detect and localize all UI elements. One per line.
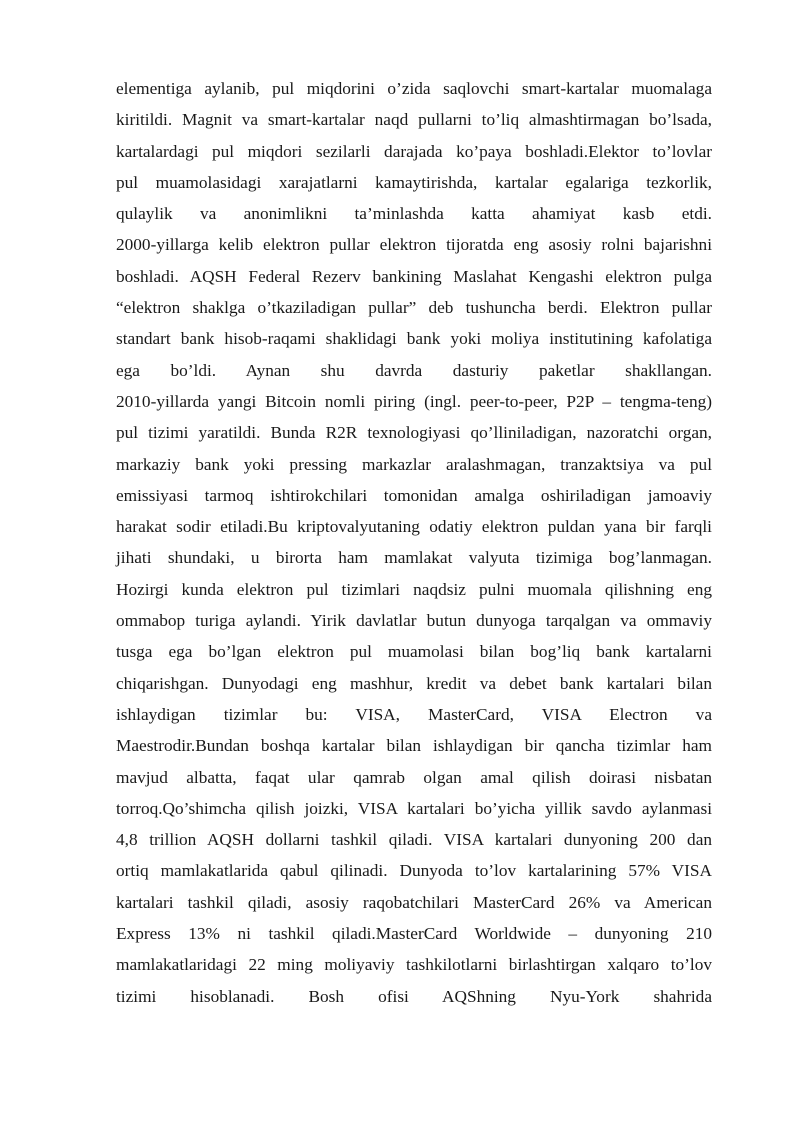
text-line: jihati shundaki, u birorta ham mamlakat valyuta tizimiga bog’lanmagan. bbox=[116, 548, 712, 568]
text-line: mamlakatlaridagi 22 ming moliyaviy tashkilotlarni birlashtirgan xalqaro to’lov bbox=[116, 955, 712, 975]
text-line: Express 13% ni tashkil qiladi.MasterCard Worldwide – dunyoning 210 bbox=[116, 924, 712, 944]
text-line: 4,8 trillion AQSH dollarni tashkil qiladi. VISA kartalari dunyoning 200 dan bbox=[116, 830, 712, 850]
text-line: tusga ega bo’lgan elektron pul muamolasi bilan bog’liq bank kartalarni bbox=[116, 642, 712, 662]
text-line: Hozirgi kunda elektron pul tizimlari naqdsiz pulni muomala qilishning eng bbox=[116, 579, 712, 599]
text-line: ishlaydigan tizimlar bu: VISA, MasterCard, VISA Electron va bbox=[116, 704, 712, 724]
body-text bbox=[116, 73, 712, 1012]
text-line: torroq.Qo’shimcha qilish joizki, VISA kartalari bo’yicha yillik savdo aylanmasi bbox=[116, 798, 712, 818]
text-line: 2000-yillarga kelib elektron pullar elektron tijoratda eng asosiy rolni bajarishni bbox=[116, 235, 712, 255]
text-line: boshladi. AQSH Federal Rezerv bankining Maslahat Kengashi elektron pulga bbox=[116, 266, 712, 286]
text-line: ega bo’ldi. Aynan shu davrda dasturiy paketlar shakllangan. bbox=[116, 360, 712, 380]
text-line: harakat sodir etiladi.Bu kriptovalyutaning odatiy elektron puldan yana bir farqli bbox=[116, 517, 712, 537]
text-line: kartalari tashkil qiladi, asosiy raqobatchilari MasterCard 26% va American bbox=[116, 892, 712, 912]
text-line: markaziy bank yoki pressing markazlar aralashmagan, tranzaktsiya va pul bbox=[116, 454, 712, 474]
text-line: kartalardagi pul miqdori sezilarli darajada ko’paya boshladi.Elektor to’lovlar bbox=[116, 141, 712, 161]
text-line: pul muamolasidagi xarajatlarni kamaytirishda, kartalar egalariga tezkorlik, bbox=[116, 172, 712, 192]
text-line: ortiq mamlakatlarida qabul qilinadi. Dunyoda to’lov kartalarining 57% VISA bbox=[116, 861, 712, 881]
text-line: ommabop turiga aylandi. Yirik davlatlar butun dunyoga tarqalgan va ommaviy bbox=[116, 611, 712, 631]
text-line: 2010-yillarda yangi Bitcoin nomli piring (ingl. peer-to-peer, P2P – tengma-teng) bbox=[116, 391, 712, 411]
text-line: mavjud albatta, faqat ular qamrab olgan amal qilish doirasi nisbatan bbox=[116, 767, 712, 787]
text-line: “elektron shaklga o’tkaziladigan pullar” deb tushuncha berdi. Elektron pullar bbox=[116, 298, 712, 318]
text-line: elementiga aylanib, pul miqdorini o’zida saqlovchi smart-kartalar muomalaga bbox=[116, 79, 712, 98]
text-line: standart bank hisob-raqami shaklidagi bank yoki moliya institutining kafolatiga bbox=[116, 329, 712, 349]
text-line: kiritildi. Magnit va smart-kartalar naqd pullarni to’liq almashtirmagan bo’lsada, bbox=[116, 110, 712, 130]
text-line: Maestrodir.Bundan boshqa kartalar bilan ishlaydigan bir qancha tizimlar ham bbox=[116, 736, 712, 756]
text-line: emissiyasi tarmoq ishtirokchilari tomonidan amalga oshiriladigan jamoaviy bbox=[116, 485, 712, 505]
text-line: tizimi hisoblanadi. Bosh ofisi AQShning Nyu-York shahrida bbox=[116, 986, 712, 1006]
text-line: pul tizimi yaratildi. Bunda R2R texnologiyasi qo’lliniladigan, nazoratchi organ, bbox=[116, 423, 712, 443]
text-line: qulaylik va anonimlikni ta’minlashda katta ahamiyat kasb etdi. bbox=[116, 204, 712, 224]
text-line: chiqarishgan. Dunyodagi eng mashhur, kredit va debet bank kartalari bilan bbox=[116, 673, 712, 693]
